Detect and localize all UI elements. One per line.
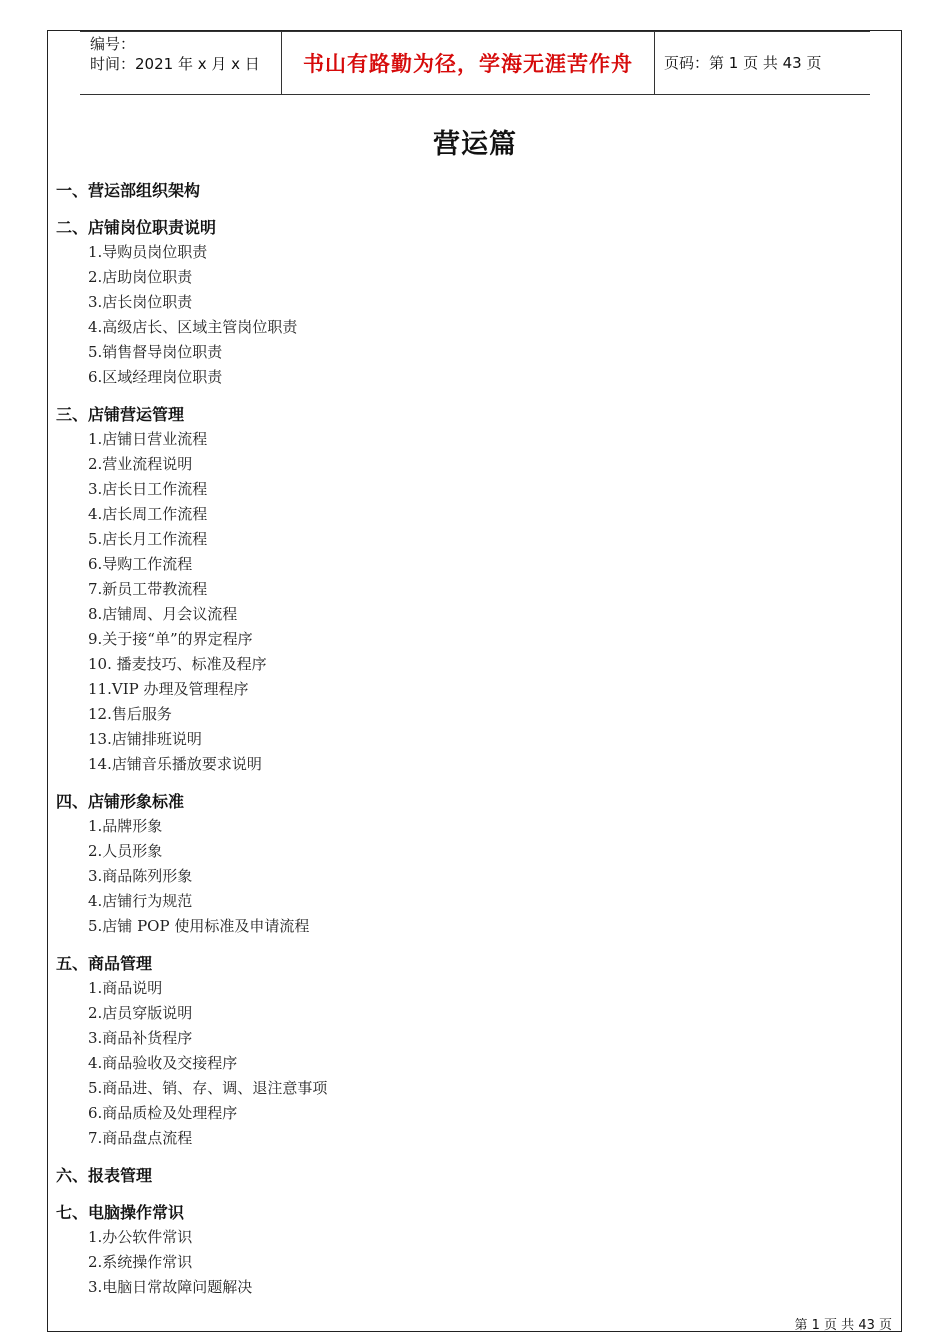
toc-item: 2.营业流程说明: [88, 455, 193, 473]
header-meta: [90, 34, 260, 74]
page-footer: 第 1 页 共 43 页: [794, 1318, 892, 1333]
toc-item: 2.店员穿版说明: [88, 1004, 193, 1022]
header-motto: 书山有路勤为径，学海无涯苦作舟: [303, 52, 633, 76]
toc-item: 1.办公软件常识: [88, 1228, 193, 1246]
toc-item: 11.VIP 办理及管理程序: [88, 680, 249, 698]
toc-item: 3.电脑日常故障问题解决: [88, 1278, 253, 1296]
document-header: [80, 31, 870, 95]
toc-item: 2.人员形象: [88, 842, 163, 860]
toc-item: 14.店铺音乐播放要求说明: [88, 755, 262, 773]
toc-item: 5.商品进、销、存、调、退注意事项: [88, 1079, 328, 1097]
toc-item: 9.关于接“单”的界定程序: [88, 630, 253, 648]
toc-item: 3.商品补货程序: [88, 1029, 193, 1047]
section-heading: 一、营运部组织架构: [56, 181, 201, 200]
toc-item: 3.店长日工作流程: [88, 480, 208, 498]
toc-section: [56, 1164, 856, 1188]
header-page-code: 页码：第 1 页 共 43 页: [664, 54, 822, 72]
toc-item: 4.高级店长、区域主管岗位职责: [88, 318, 298, 336]
toc-section: [56, 403, 856, 777]
toc-item: 7.商品盘点流程: [88, 1129, 193, 1147]
toc-item: 6.区域经理岗位职责: [88, 368, 223, 386]
section-heading: 二、店铺岗位职责说明: [56, 218, 217, 237]
section-heading: 三、店铺营运管理: [56, 405, 185, 424]
toc-item: 5.店铺 POP 使用标准及申请流程: [88, 917, 310, 935]
toc-item: 1.品牌形象: [88, 817, 163, 835]
toc-item: 4.店长周工作流程: [88, 505, 208, 523]
toc-section: [56, 1201, 856, 1300]
header-divider: [654, 32, 655, 94]
toc-section: [56, 179, 856, 203]
toc-item: 12.售后服务: [88, 705, 172, 723]
toc-item: 13.店铺排班说明: [88, 730, 202, 748]
toc-item: 5.店长月工作流程: [88, 530, 208, 548]
toc-item: 2.系统操作常识: [88, 1253, 193, 1271]
toc-item: 3.商品陈列形象: [88, 867, 193, 885]
toc-item: 6.导购工作流程: [88, 555, 193, 573]
toc-item: 4.商品验收及交接程序: [88, 1054, 238, 1072]
table-of-contents: [56, 179, 856, 1313]
toc-section: [56, 216, 856, 390]
section-heading: 六、报表管理: [56, 1166, 153, 1185]
toc-item: 8.店铺周、月会议流程: [88, 605, 238, 623]
toc-section: [56, 952, 856, 1151]
document-number-label: 编号：: [90, 35, 136, 53]
toc-item: 6.商品质检及处理程序: [88, 1104, 238, 1122]
toc-item: 2.店助岗位职责: [88, 268, 193, 286]
toc-item: 10. 播麦技巧、标准及程序: [88, 655, 267, 673]
toc-item: 3.店长岗位职责: [88, 293, 193, 311]
section-heading: 七、电脑操作常识: [56, 1203, 185, 1222]
document-time-label: 时间：2021 年 x 月 x 日: [90, 55, 260, 73]
toc-item: 1.商品说明: [88, 979, 163, 997]
document-title: 营运篇: [433, 129, 517, 160]
toc-item: 5.销售督导岗位职责: [88, 343, 223, 361]
toc-item: 1.导购员岗位职责: [88, 243, 208, 261]
toc-item: 1.店铺日营业流程: [88, 430, 208, 448]
toc-item: 7.新员工带教流程: [88, 580, 208, 598]
toc-section: [56, 790, 856, 939]
section-heading: 五、商品管理: [56, 954, 153, 973]
toc-item: 4.店铺行为规范: [88, 892, 193, 910]
section-heading: 四、店铺形象标准: [56, 792, 185, 811]
